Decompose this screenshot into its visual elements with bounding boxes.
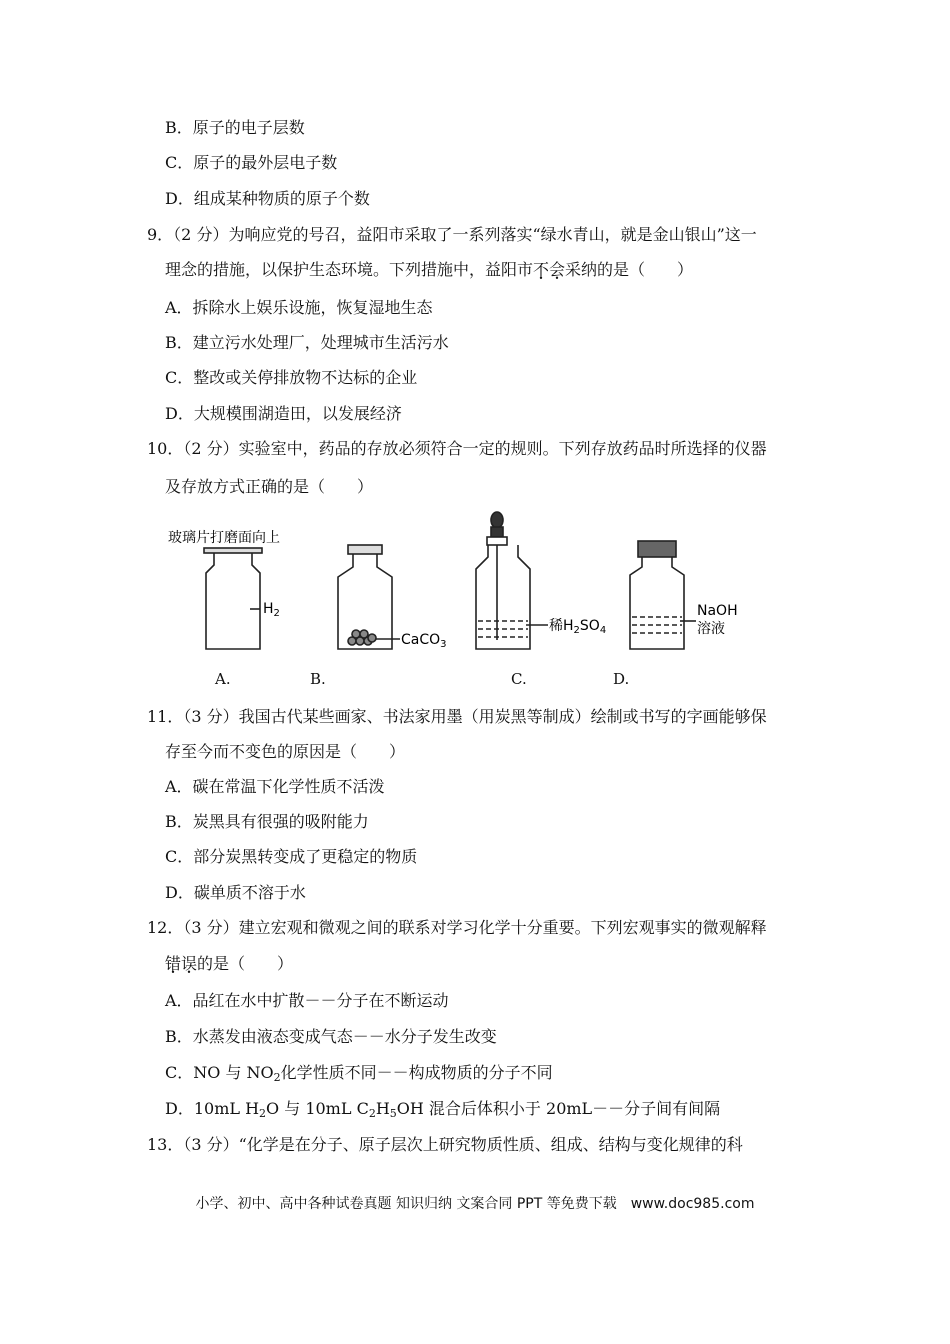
q13-stem-line1: 13．（3 分）“化学是在分子、原子层次上研究物质性质、组成、结构与变化规律的科 bbox=[147, 1135, 743, 1154]
label-h2: $H_2$ bbox=[263, 601, 280, 619]
q11-option-b: B．炭黑具有很强的吸附能力 bbox=[165, 812, 369, 831]
q8-option-b: B．原子的电子层数 bbox=[165, 118, 305, 137]
q9-stem-line1: 9．（2 分）为响应党的号召，益阳市采取了一系列落实“绿水青山，就是金山银山”这一 bbox=[147, 225, 757, 244]
q12-option-d-end: OH 混合后体积小于 20mL－－分子间有间隔 bbox=[396, 1099, 721, 1118]
bottle-b bbox=[338, 545, 400, 649]
q11-stem-line1: 11．（3 分）我国古代某些画家、书法家用墨（用炭黑等制成）绘制或书写的字画能够保 bbox=[147, 707, 767, 726]
q10-stem-line1: 10．（2 分）实验室中，药品的存放必须符合一定的规则。下列存放药品时所选择的仪器 bbox=[147, 439, 767, 458]
q12-option-d-start: D．10mL H bbox=[165, 1099, 260, 1118]
q12-option-d-mid: O 与 10mL C bbox=[266, 1099, 369, 1118]
q11-option-c: C．部分炭黑转变成了更稳定的物质 bbox=[165, 847, 418, 866]
q9-option-a: A．拆除水上娱乐设施，恢复湿地生态 bbox=[165, 298, 433, 317]
bottle-a bbox=[204, 548, 262, 649]
q10-stem-line2: 及存放方式正确的是（ ） bbox=[165, 477, 374, 496]
q12-emphasis-2: 误 bbox=[181, 954, 198, 973]
reagent-bottles-figure bbox=[160, 505, 780, 665]
q9-option-c: C．整改或关停排放物不达标的企业 bbox=[165, 368, 418, 387]
q9-option-b: B．建立污水处理厂，处理城市生活污水 bbox=[165, 333, 449, 352]
q12-option-c-subscript: 2 bbox=[273, 1071, 281, 1084]
q12-option-a: A．品红在水中扩散－－分子在不断运动 bbox=[165, 991, 449, 1010]
q9-stem-text: 理念的措施，以保护生态环境。下列措施中，益阳市 bbox=[165, 260, 534, 279]
q12-option-d-sub3: 5 bbox=[389, 1107, 397, 1120]
figure-caption: 玻璃片打磨面向上 bbox=[168, 530, 280, 546]
q9-stem-end: 采纳的是（ ） bbox=[565, 260, 694, 279]
q8-option-c: C．原子的最外层电子数 bbox=[165, 153, 338, 172]
q9-option-d: D．大规模围湖造田，以发展经济 bbox=[165, 404, 402, 423]
figure-letter-a: A. bbox=[215, 670, 231, 688]
q12-option-b: B．水蒸发由液态变成气态－－水分子发生改变 bbox=[165, 1027, 497, 1046]
figure-letter-c: C. bbox=[511, 670, 527, 688]
q11-option-d: D．碳单质不溶于水 bbox=[165, 883, 306, 902]
q11-stem-line2: 存至今而不变色的原因是（ ） bbox=[165, 742, 406, 761]
bottle-d bbox=[630, 541, 696, 649]
q12-stem-line2 bbox=[165, 953, 293, 975]
q12-option-d-sub1: 2 bbox=[259, 1107, 267, 1120]
figure-letter-d: D. bbox=[613, 670, 630, 688]
label-naoh: NaOH bbox=[697, 603, 738, 619]
label-naoh-solution: 溶液 bbox=[697, 621, 725, 637]
label-h2so4: 稀$H_2SO_4$ bbox=[549, 618, 607, 636]
q11-option-a: A．碳在常温下化学性质不活泼 bbox=[165, 777, 385, 796]
bottle-c bbox=[476, 512, 548, 649]
q12-option-c-end: 化学性质不同－－构成物质的分子不同 bbox=[280, 1063, 553, 1082]
q12-stem-line1: 12．（3 分）建立宏观和微观之间的联系对学习化学十分重要。下列宏观事实的微观解释 bbox=[147, 918, 767, 937]
q12-option-d bbox=[165, 1098, 720, 1120]
figure-letter-b: B. bbox=[310, 670, 326, 688]
page-footer: 小学、初中、高中各种试卷真题 知识归纳 文案合同 PPT 等免费下载 www.doc985.com bbox=[195, 1196, 755, 1212]
q12-option-d-mid2: H bbox=[375, 1099, 390, 1118]
q9-emphasis-2: 会 bbox=[549, 260, 566, 279]
q9-emphasis-1: 不 bbox=[533, 260, 550, 279]
q12-option-c-start: C．NO 与 NO bbox=[165, 1063, 274, 1082]
q9-stem-line2 bbox=[165, 259, 693, 281]
q12-stem-end: 的是（ ） bbox=[197, 954, 294, 973]
label-caco3: CaCO$_3$ bbox=[401, 632, 447, 650]
q12-option-c bbox=[165, 1062, 553, 1084]
q12-option-d-sub2: 2 bbox=[368, 1107, 376, 1120]
q12-emphasis-1: 错 bbox=[165, 954, 182, 973]
q8-option-d: D．组成某种物质的原子个数 bbox=[165, 189, 370, 208]
